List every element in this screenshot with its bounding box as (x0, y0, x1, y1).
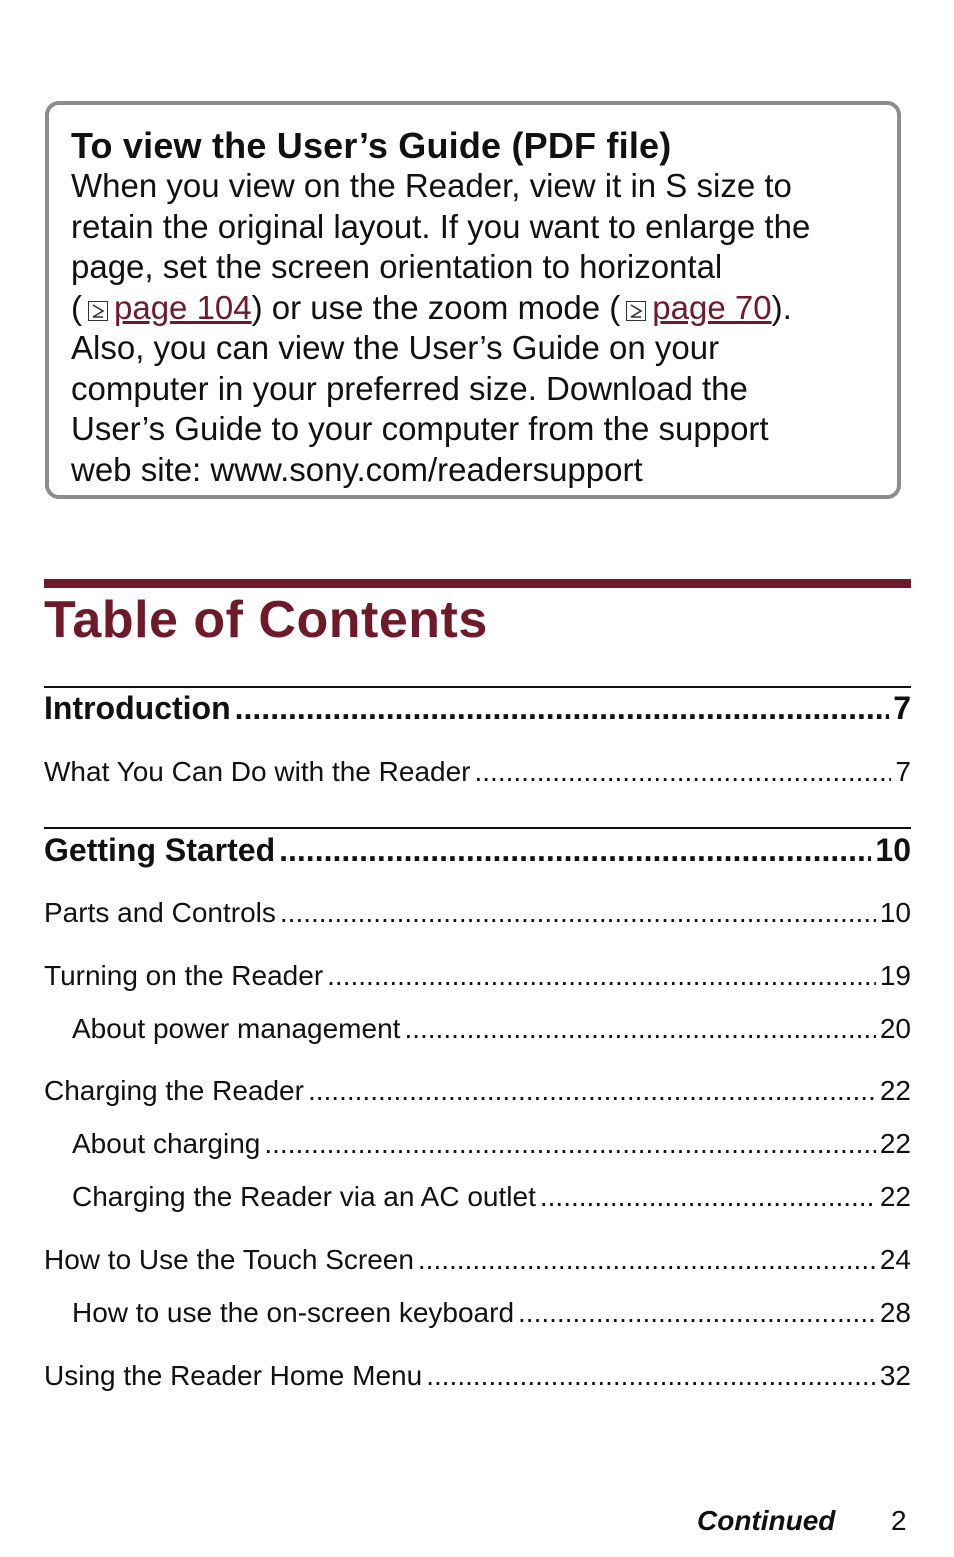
toc-entry-page: 22 (879, 1181, 911, 1212)
toc-entry-label: Introduction (44, 690, 231, 726)
toc-entry-page: 24 (879, 1244, 911, 1275)
toc-entry-turning-on[interactable] (44, 960, 911, 992)
pdf-guide-note-box (45, 101, 901, 499)
note-line: Also, you can view the User’s Guide on your (71, 329, 720, 366)
toc-entry-page: 7 (893, 690, 911, 726)
toc-entry-page: 7 (895, 756, 911, 787)
toc-leader-dots (418, 1244, 876, 1276)
toc-entry-what-you-can-do[interactable] (44, 756, 911, 788)
note-line: retain the original layout. If you want to enlarge the (71, 207, 811, 245)
page-number: 2 (891, 1505, 907, 1536)
toc-entry-label: Charging the Reader (44, 1075, 304, 1106)
toc-leader-dots (518, 1297, 876, 1329)
toc-entry-page: 10 (875, 832, 911, 868)
toc-entry-label: About charging (72, 1128, 261, 1159)
toc-entry-page: 10 (879, 897, 911, 928)
toc-entry-label: Using the Reader Home Menu (44, 1360, 423, 1391)
toc-leader-dots (426, 1360, 876, 1392)
note-line: computer in your preferred size. Download the (71, 369, 748, 407)
toc-entry-home-menu[interactable] (44, 1360, 911, 1392)
toc-entry-label: About power management (72, 1013, 401, 1044)
toc-entry-page: 19 (879, 960, 911, 991)
note-title: To view the User’s Guide (PDF file) (71, 125, 672, 166)
toc-entry-page: 32 (879, 1360, 911, 1391)
toc-entry-page: 20 (879, 1013, 911, 1044)
toc-entry-label: Turning on the Reader (44, 960, 324, 991)
toc-entry-ac-outlet[interactable] (72, 1181, 911, 1213)
note-paren: ( (71, 288, 82, 326)
toc-entry-label: Charging the Reader via an AC outlet (72, 1181, 536, 1212)
toc-entry-label: How to use the on-screen keyboard (72, 1297, 515, 1328)
note-line: User’s Guide to your computer from the support (71, 410, 769, 447)
toc-entry-parts-and-controls[interactable] (44, 897, 911, 929)
toc-entry-on-screen-keyboard[interactable] (72, 1297, 911, 1329)
toc-entry-label: How to Use the Touch Screen (44, 1244, 414, 1275)
toc-entry-page: 22 (879, 1128, 911, 1159)
toc-entry-charging-reader[interactable] (44, 1075, 911, 1107)
toc-leader-dots (308, 1075, 876, 1107)
toc-entry-introduction[interactable] (44, 690, 911, 727)
toc-title: Table of Contents (44, 591, 488, 649)
note-text: ). (771, 288, 792, 326)
toc-entry-getting-started[interactable] (44, 832, 911, 869)
toc-entry-touch-screen[interactable] (44, 1244, 911, 1276)
toc-title-rule (44, 579, 911, 588)
toc-leader-dots (404, 1013, 875, 1045)
continued-label: Continued (697, 1505, 836, 1536)
page-reference-icon (626, 301, 646, 321)
section-divider (44, 827, 911, 829)
toc-entry-page: 28 (879, 1297, 911, 1328)
note-line: When you view on the Reader, view it in S size to (71, 167, 792, 204)
toc-entry-label: Getting Started (44, 832, 276, 868)
toc-leader-dots (280, 897, 876, 929)
page-70-link[interactable]: page 70 (652, 288, 772, 326)
note-body (71, 166, 875, 490)
note-line: web site: www.sony.com/readersupport (71, 450, 643, 488)
section-divider (44, 686, 911, 688)
page-reference-icon (88, 301, 108, 321)
toc-entry-about-charging[interactable] (72, 1128, 911, 1160)
toc-leader-dots (279, 832, 871, 869)
toc-entry-label: What You Can Do with the Reader (44, 756, 471, 787)
toc-entry-power-management[interactable] (72, 1013, 911, 1045)
note-text: ) or use the zoom mode ( (251, 288, 621, 326)
toc-leader-dots (264, 1128, 875, 1160)
toc-leader-dots (540, 1181, 876, 1213)
toc-leader-dots (235, 690, 890, 727)
toc-entry-label: Parts and Controls (44, 897, 276, 928)
page-104-link[interactable]: page 104 (114, 288, 252, 326)
note-line: page, set the screen orientation to horizontal (71, 248, 723, 285)
toc-leader-dots (327, 960, 876, 992)
toc-entry-page: 22 (879, 1075, 911, 1106)
toc-leader-dots (474, 756, 891, 788)
